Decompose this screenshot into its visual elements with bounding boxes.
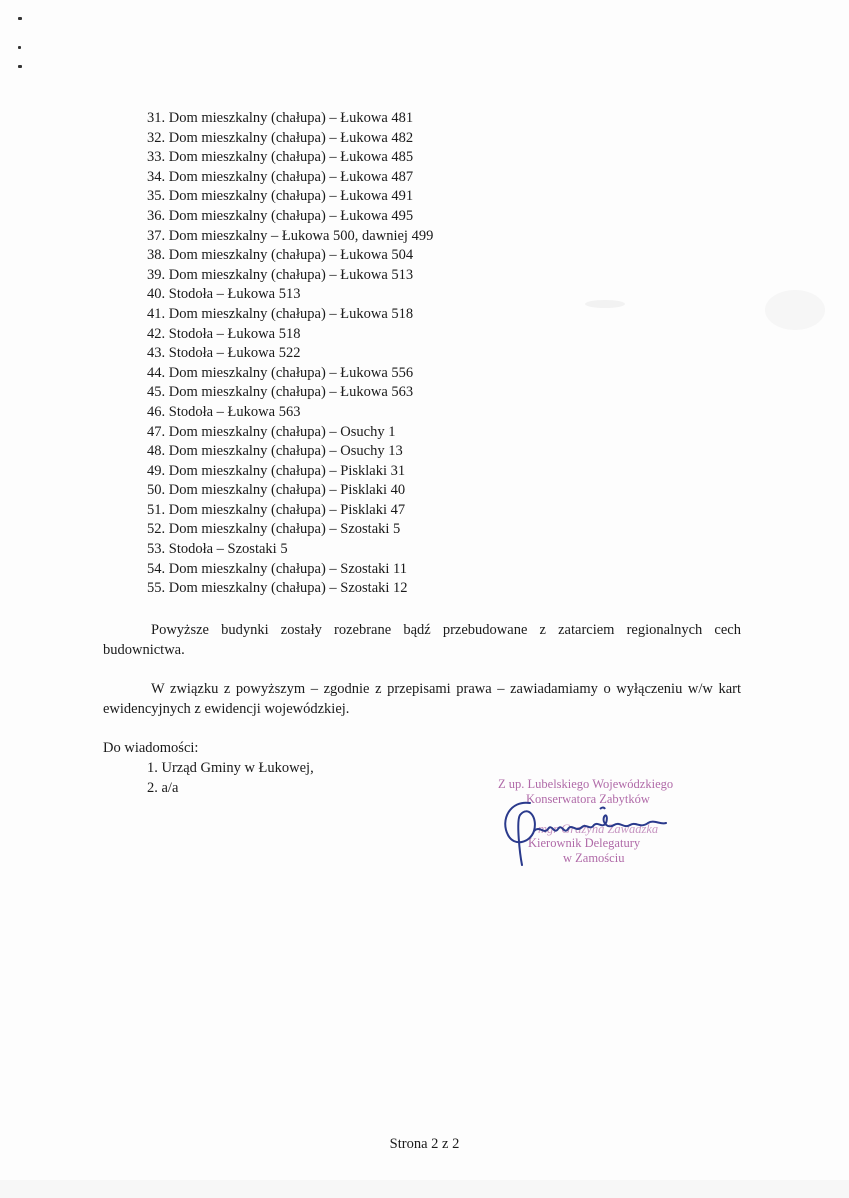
list-item: 39. Dom mieszkalny (chałupa) – Łukowa 513 (147, 266, 414, 283)
scan-noise (765, 290, 825, 330)
list-item: 45. Dom mieszkalny (chałupa) – Łukowa 563 (147, 384, 414, 401)
page-number: Strona 2 z 2 (389, 1136, 460, 1152)
paragraph-demolished-note (103, 620, 741, 660)
list-item: 43. Stodoła – Łukowa 522 (147, 345, 301, 362)
list-item: 42. Stodoła – Łukowa 518 (147, 325, 301, 342)
list-item: 35. Dom mieszkalny (chałupa) – Łukowa 491 (147, 188, 414, 205)
list-item: 31. Dom mieszkalny (chałupa) – Łukowa 481 (147, 110, 414, 126)
list-item: 36. Dom mieszkalny (chałupa) – Łukowa 495 (147, 207, 414, 224)
list-item: 51. Dom mieszkalny (chałupa) – Pisklaki 47 (147, 501, 406, 518)
list-item: 54. Dom mieszkalny (chałupa) – Szostaki 11 (147, 560, 408, 577)
stamp-line: mgr Grażyna Zawadzka (538, 822, 659, 836)
scan-noise (0, 1180, 849, 1198)
stamp-line: w Zamościu (563, 851, 625, 865)
monument-list (147, 109, 433, 599)
list-item: 55. Dom mieszkalny (chałupa) – Szostaki 12 (147, 580, 408, 597)
paragraph-text: Powyższe budynki zostały rozebrane bądź przebudowane z zatarciem regionalnych cech budownictwa. (103, 622, 741, 658)
paragraph-notification (103, 679, 741, 719)
cc-item: 1. Urząd Gminy w Łukowej, (147, 760, 314, 776)
paragraph-text: W związku z powyższym – zgodnie z przepisami prawa – zawiadamiamy o wyłączeniu w/w kart ewidencyjnych z ewidencji wojewódzkiej. (103, 681, 741, 717)
list-item: 46. Stodoła – Łukowa 563 (147, 403, 301, 420)
cc-list (147, 758, 314, 798)
stamp-line: Z up. Lubelskiego Wojewódzkiego (498, 777, 674, 791)
cc-item: 2. a/a (147, 780, 179, 796)
list-item: 50. Dom mieszkalny (chałupa) – Pisklaki 40 (147, 482, 406, 499)
list-item: 48. Dom mieszkalny (chałupa) – Osuchy 13 (147, 443, 403, 460)
list-item: 32. Dom mieszkalny (chałupa) – Łukowa 482 (147, 129, 414, 146)
scan-mark (18, 65, 22, 68)
list-item: 44. Dom mieszkalny (chałupa) – Łukowa 556 (147, 364, 414, 381)
list-item: 49. Dom mieszkalny (chałupa) – Pisklaki 31 (147, 462, 406, 479)
list-item: 37. Dom mieszkalny – Łukowa 500, dawniej 499 (147, 227, 434, 244)
scan-mark (18, 46, 21, 49)
stamp-line: Kierownik Delegatury (528, 836, 641, 850)
handwritten-signature (490, 795, 700, 870)
stamp-line: Konserwatora Zabytków (526, 792, 650, 806)
cc-title: Do wiadomości: (103, 740, 199, 756)
list-item: 41. Dom mieszkalny (chałupa) – Łukowa 518 (147, 305, 414, 322)
list-item: 47. Dom mieszkalny (chałupa) – Osuchy 1 (147, 423, 396, 440)
list-item: 34. Dom mieszkalny (chałupa) – Łukowa 487 (147, 168, 414, 185)
scan-noise (585, 300, 625, 308)
list-item: 52. Dom mieszkalny (chałupa) – Szostaki 5 (147, 521, 401, 538)
scan-mark (18, 17, 22, 20)
list-item: 40. Stodoła – Łukowa 513 (147, 286, 301, 303)
list-item: 33. Dom mieszkalny (chałupa) – Łukowa 485 (147, 149, 414, 166)
list-item: 53. Stodoła – Szostaki 5 (147, 541, 288, 558)
list-item: 38. Dom mieszkalny (chałupa) – Łukowa 504 (147, 247, 414, 264)
